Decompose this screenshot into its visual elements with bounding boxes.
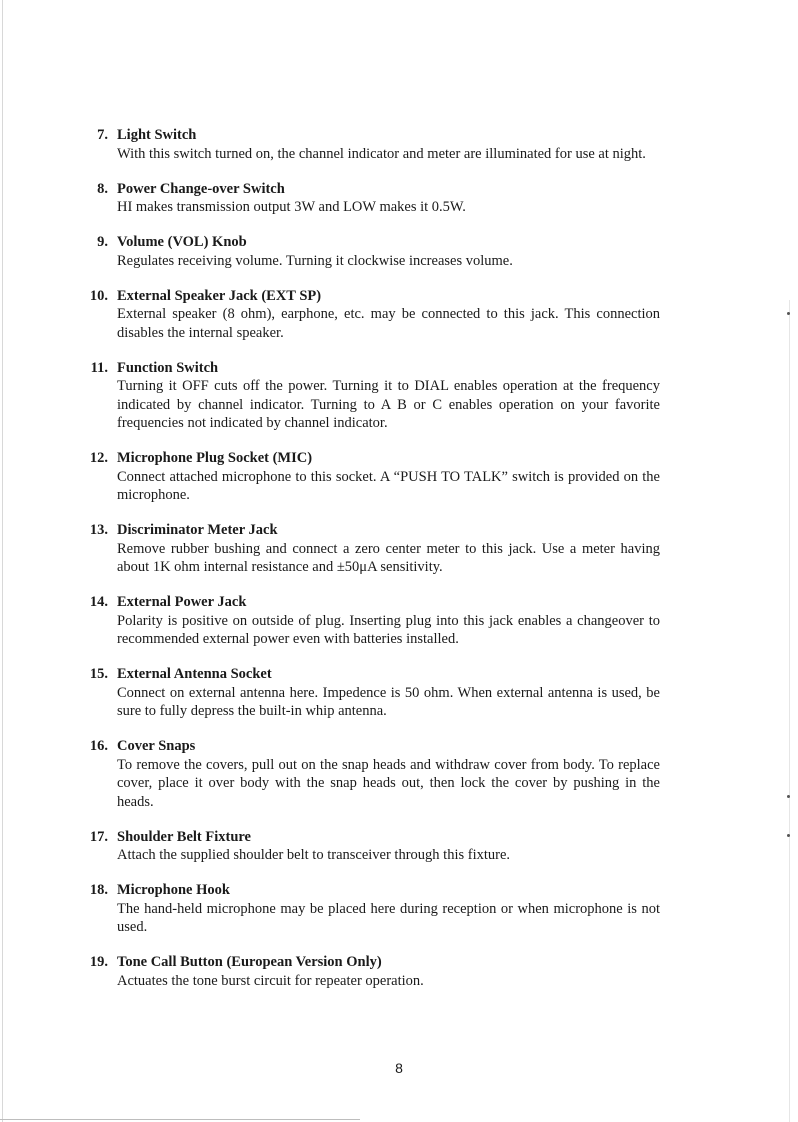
- scan-speck: [787, 795, 790, 798]
- list-item: [80, 953, 660, 990]
- item-description: Actuates the tone burst circuit for repeater operation.: [117, 972, 424, 989]
- item-title: Power Change-over Switch: [117, 180, 285, 197]
- item-description: Remove rubber bushing and connect a zero center meter to this jack. Use a meter having about 1K ohm internal resistance and ±50μA sensitivity.: [117, 540, 660, 575]
- list-item: [80, 593, 660, 649]
- item-description: With this switch turned on, the channel indicator and meter are illuminated for use at night.: [117, 145, 646, 162]
- item-title: Discriminator Meter Jack: [117, 522, 278, 538]
- item-description: Connect on external antenna here. Impedence is 50 ohm. When external antenna is used, be sure to fully depress the built-in whip antenna.: [117, 684, 660, 719]
- scan-edge-left: [2, 0, 3, 1122]
- item-number: 18.: [89, 882, 108, 898]
- list-item: [80, 126, 660, 163]
- item-number: 19.: [89, 954, 108, 970]
- item-title: Light Switch: [117, 127, 197, 143]
- item-number: 10.: [89, 287, 108, 304]
- item-number: 12.: [89, 450, 108, 466]
- page-number: 8: [395, 1060, 403, 1076]
- scan-edge-bottom: [0, 1119, 360, 1120]
- list-item: [80, 233, 660, 270]
- item-title: Volume (VOL) Knob: [117, 234, 247, 250]
- item-title: External Antenna Socket: [117, 666, 272, 682]
- item-title: Cover Snaps: [117, 738, 196, 754]
- item-title: Tone Call Button (European Version Only): [117, 954, 382, 970]
- item-title: Microphone Plug Socket (MIC): [117, 450, 313, 466]
- item-number: 11.: [90, 359, 108, 376]
- item-number: 9.: [97, 234, 108, 250]
- item-number: 15.: [89, 666, 108, 682]
- list-item: [80, 737, 660, 811]
- item-description: The hand-held microphone may be placed here during reception or when microphone is not used.: [117, 900, 660, 935]
- list-item: [80, 521, 660, 577]
- item-description: Connect attached microphone to this socket. A “PUSH TO TALK” switch is provided on the microphone.: [117, 468, 660, 503]
- list-item: [80, 180, 660, 217]
- list-item: [80, 359, 660, 433]
- item-description: HI makes transmission output 3W and LOW makes it 0.5W.: [117, 199, 466, 215]
- item-number: 17.: [89, 828, 108, 845]
- scan-speck: [787, 834, 790, 837]
- list-item: [80, 287, 660, 343]
- item-description: Regulates receiving volume. Turning it clockwise increases volume.: [117, 252, 513, 269]
- list-item: [80, 881, 660, 937]
- item-description: Turning it OFF cuts off the power. Turning it to DIAL enables operation at the frequency indicated by channel indicator. Turning to A B or C enables operation on your favorite frequencies not indicated by channel indicator.: [117, 378, 660, 431]
- item-title: External Speaker Jack (EXT SP): [117, 287, 322, 304]
- item-title: Function Switch: [117, 359, 219, 376]
- list-item: [80, 449, 660, 505]
- item-description: To remove the covers, pull out on the snap heads and withdraw cover from body. To replace cover, place it over body with the snap heads out, then lock the cover by pushing in the heads.: [117, 756, 660, 810]
- item-number: 8.: [97, 180, 108, 197]
- item-number: 13.: [89, 522, 108, 538]
- item-number: 14.: [89, 594, 108, 610]
- item-title: External Power Jack: [117, 594, 247, 610]
- list-item: [80, 665, 660, 721]
- scan-speck: [787, 312, 790, 315]
- item-title: Microphone Hook: [117, 882, 230, 898]
- feature-list: [80, 126, 660, 1007]
- item-description: Attach the supplied shoulder belt to transceiver through this fixture.: [117, 847, 511, 863]
- item-number: 16.: [89, 738, 108, 754]
- item-description: Polarity is positive on outside of plug. Inserting plug into this jack enables a changeover to recommended external power even with batteries installed.: [117, 612, 660, 647]
- list-item: [80, 828, 660, 865]
- item-title: Shoulder Belt Fixture: [117, 828, 251, 845]
- item-description: External speaker (8 ohm), earphone, etc. may be connected to this jack. This connection disables the internal speaker.: [117, 306, 660, 341]
- item-number: 7.: [97, 127, 108, 143]
- scan-edge-right: [789, 300, 790, 1122]
